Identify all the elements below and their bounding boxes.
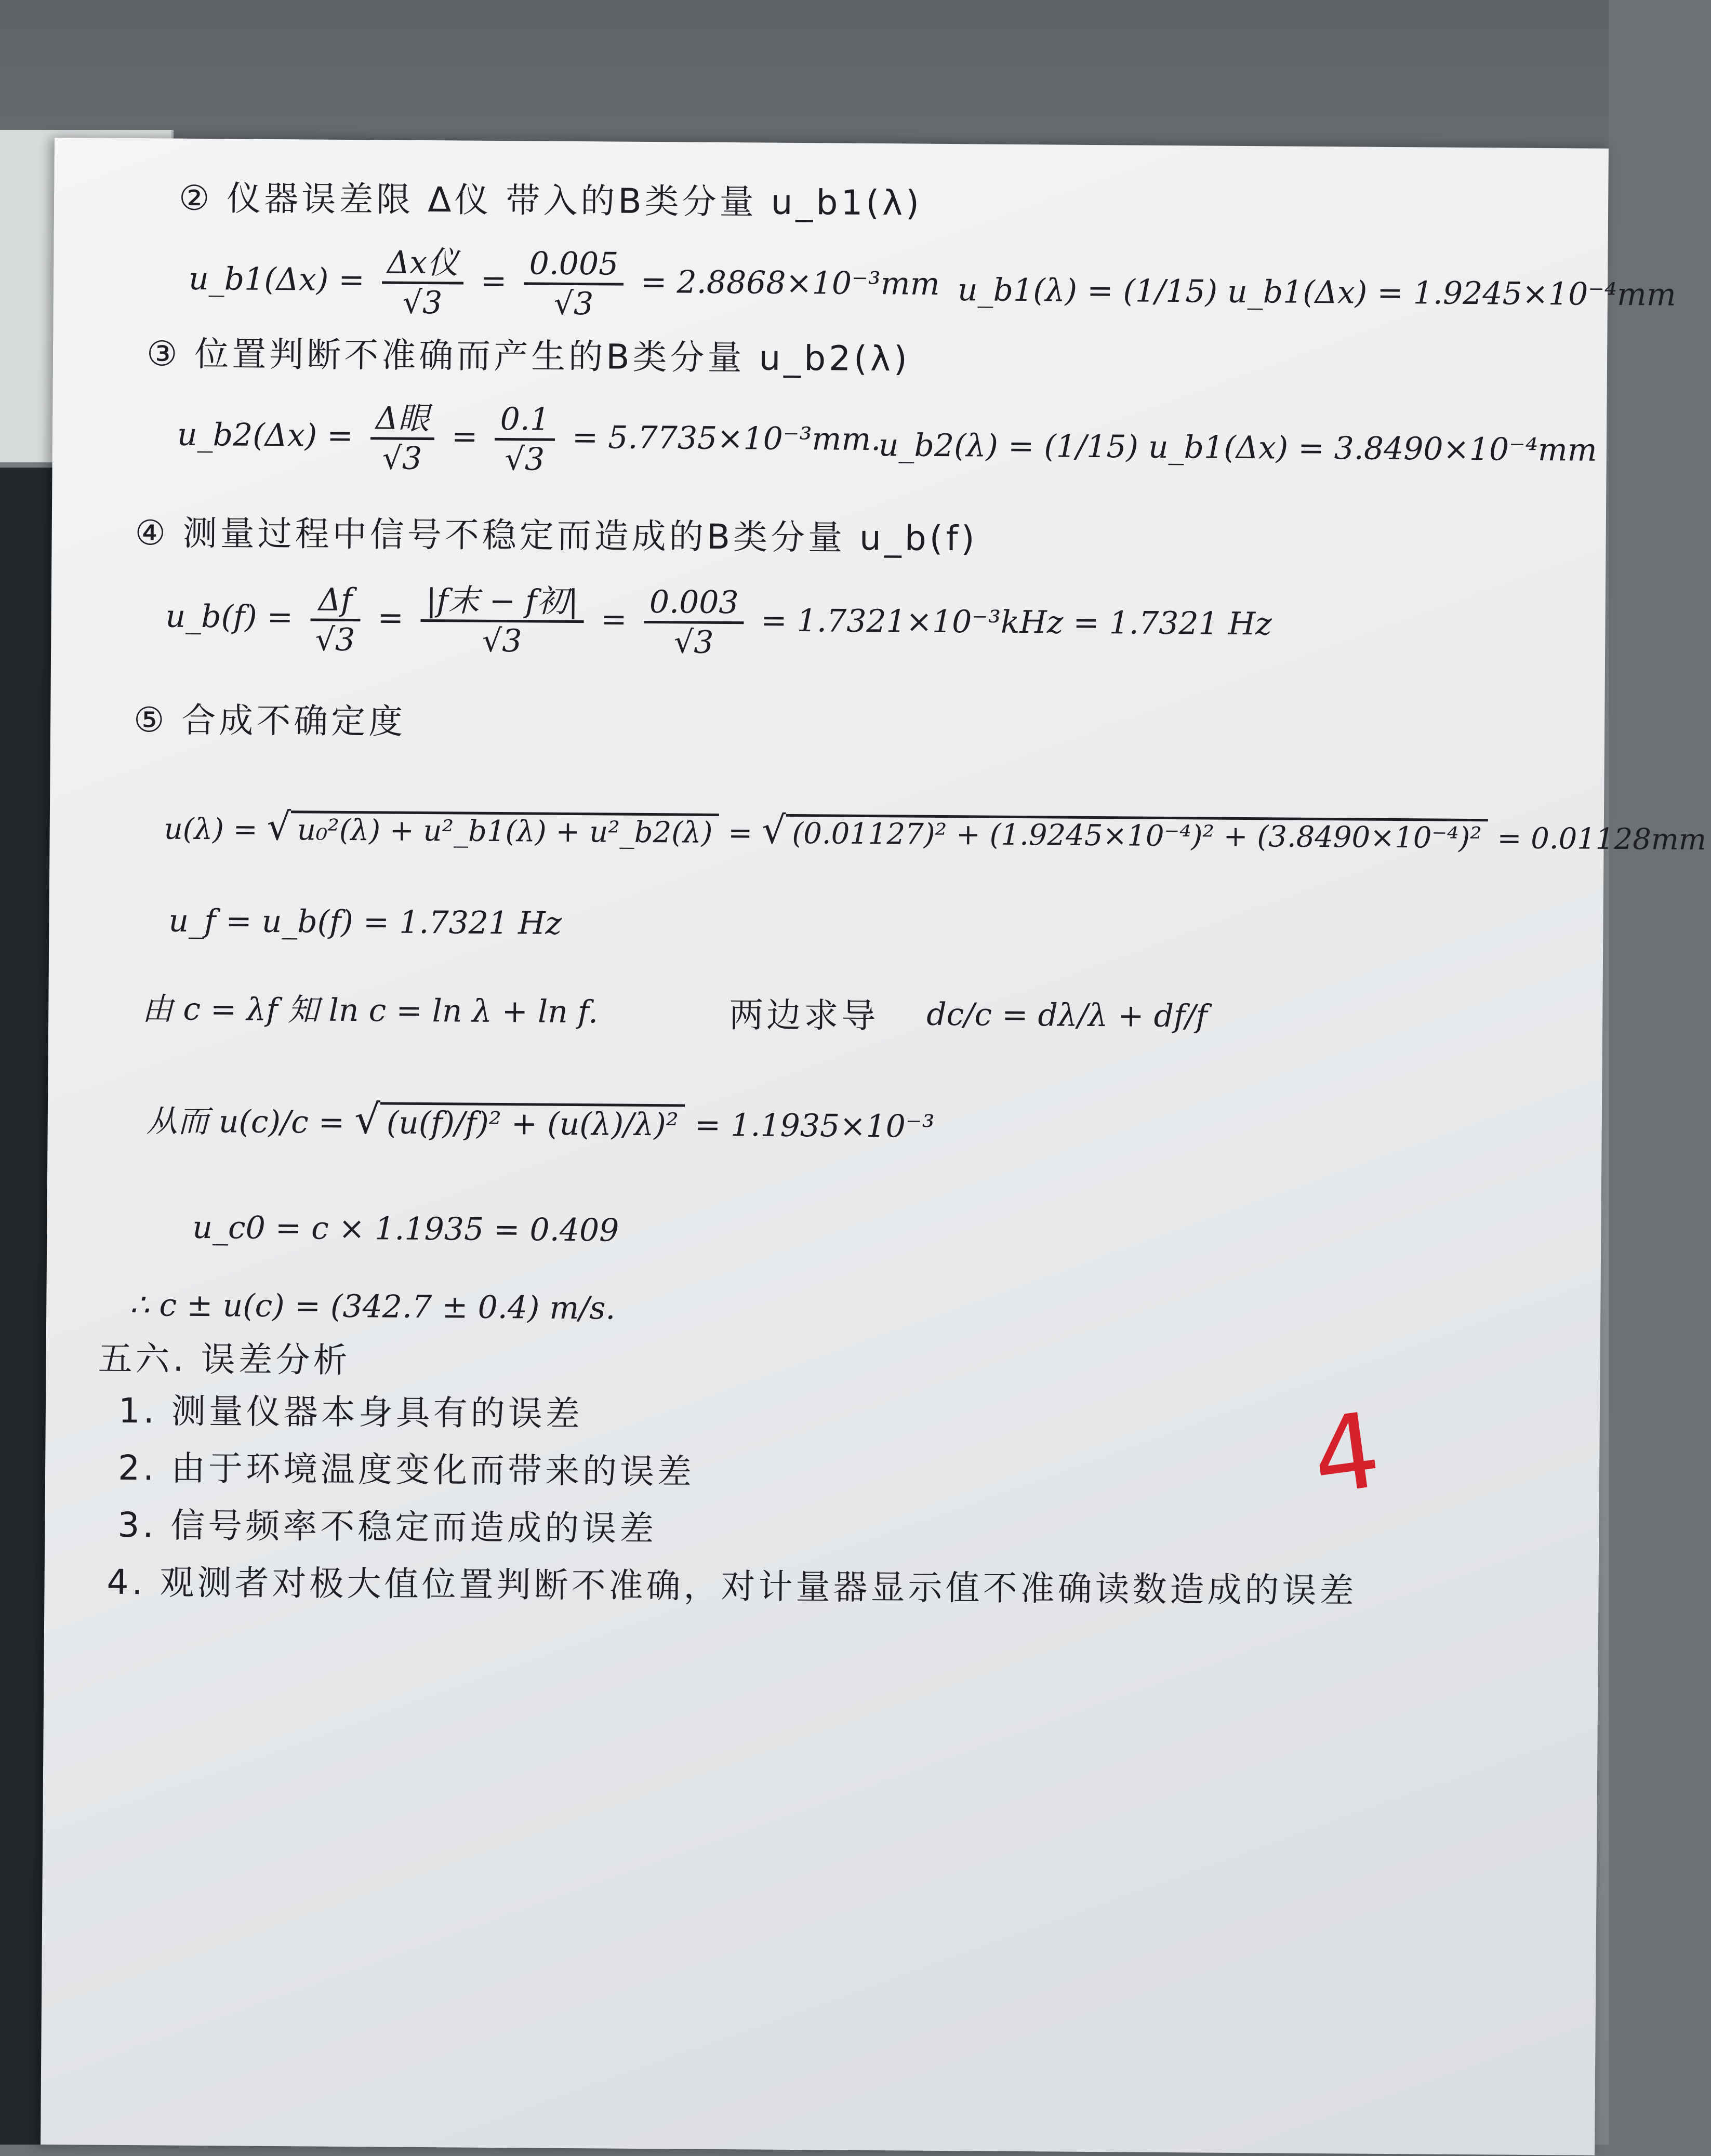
section-5-uc: u_c0 = c × 1.1935 = 0.409 [192,1209,619,1249]
s3-lhs: u_b2(Δx) = [177,416,353,455]
handwritten-page [41,138,1707,2155]
s2-frac1: $\frac{\text{Δx仪}}{√3}$ [381,244,463,322]
error-item-1: 1. 测量仪器本身具有的误差 [118,1390,583,1434]
section-4-title: ④ 测量过程中信号不稳定而造成的B类分量 u_b(f) [135,513,978,559]
section-2-equation: u_b1(Δx) = $\frac{\text{Δx仪}}{√3}$ = $\frac{0.005}{√3}$ = 2.8868×10⁻³mm [188,244,940,323]
section-5-final: ∴ c ± u(c) = (342.7 ± 0.4) m/s. [129,1287,616,1327]
section-5-derive: dc/c = dλ/λ + df/f [926,996,1208,1035]
section-5-derive-label: 两边求导 [728,995,879,1036]
section-5-title: ⑤ 合成不确定度 [133,700,406,742]
error-item-3: 3. 信号频率不稳定而造成的误差 [117,1505,657,1549]
error-item-4: 4. 观测者对极大值位置判断不准确，对计量器显示值不准确读数造成的误差 [107,1562,1357,1611]
s4-frac3: $\frac{0.003}{√3}$ [644,583,744,661]
section-3-equation: u_b2(Δx) = $\frac{\text{Δ眼}}{√3}$ = $\frac{0.1}{√3}$ = 5.7735×10⁻³mm. [177,400,881,478]
s4-frac2: $\frac{\text{|f末 − f初|}}{√3}$ [420,582,583,660]
s4-frac1: $\frac{\Delta f}{√3}$ [310,581,361,659]
s3-frac1: $\frac{\text{Δ眼}}{√3}$ [370,400,434,477]
error-item-2: 2. 由于环境温度变化而带来的误差 [117,1447,695,1492]
s4-result: = 1.7321×10⁻³kHz = 1.7321 Hz [761,602,1272,643]
section-5-c-def: 由 c = λf 知 ln c = ln λ + ln f. [142,991,599,1031]
section-4-equation: u_b(f) = $\frac{\Delta f}{√3}$ = $\frac{\text{|f末 − f初|}}{√3}$ = $\frac{0.003}{√3}$ = 1.7321×10⁻³kHz = 1.7321 Hz [165,581,1272,661]
section-5-u-lambda: u(λ) = √ u₀²(λ) + u²_b1(λ) + u²_b2(λ) = √ (0.01127)² + (1.9245×10⁻⁴)² + (3.8490×10⁻⁴)² = 0.01128mm [164,804,1707,857]
s2-lhs: u_b1(Δx) = [188,260,365,299]
grade-mark: 4 [1305,1390,1387,1519]
s3-result: = 5.7735×10⁻³mm. [572,419,881,458]
s2-result: = 2.8868×10⁻³mm [640,263,940,302]
s2-frac2: $\frac{0.005}{√3}$ [524,245,624,323]
section-6-title: 五六. 误差分析 [98,1338,351,1381]
section-5-uf: u_f = u_b(f) = 1.7321 Hz [168,902,562,942]
section-3-title: ③ 位置判断不准确而产生的B类分量 u_b2(λ) [146,334,911,379]
section-3-lambda: u_b2(λ) = (1/15) u_b1(Δx) = 3.8490×10⁻⁴mm [878,427,1597,469]
s3-frac2: $\frac{0.1}{√3}$ [495,401,555,478]
section-5-relative: 从而 u(c)/c = √ (u(f)/f)² + (u(λ)/λ)² = 1.1935×10⁻³ [146,1096,935,1145]
s4-lhs: u_b(f) = [165,598,294,636]
section-2-lambda: u_b1(λ) = (1/15) u_b1(Δx) = 1.9245×10⁻⁴mm [957,272,1677,313]
section-2-title: ② 仪器误差限 Δ仪 带入的B类分量 u_b1(λ) [178,178,923,223]
